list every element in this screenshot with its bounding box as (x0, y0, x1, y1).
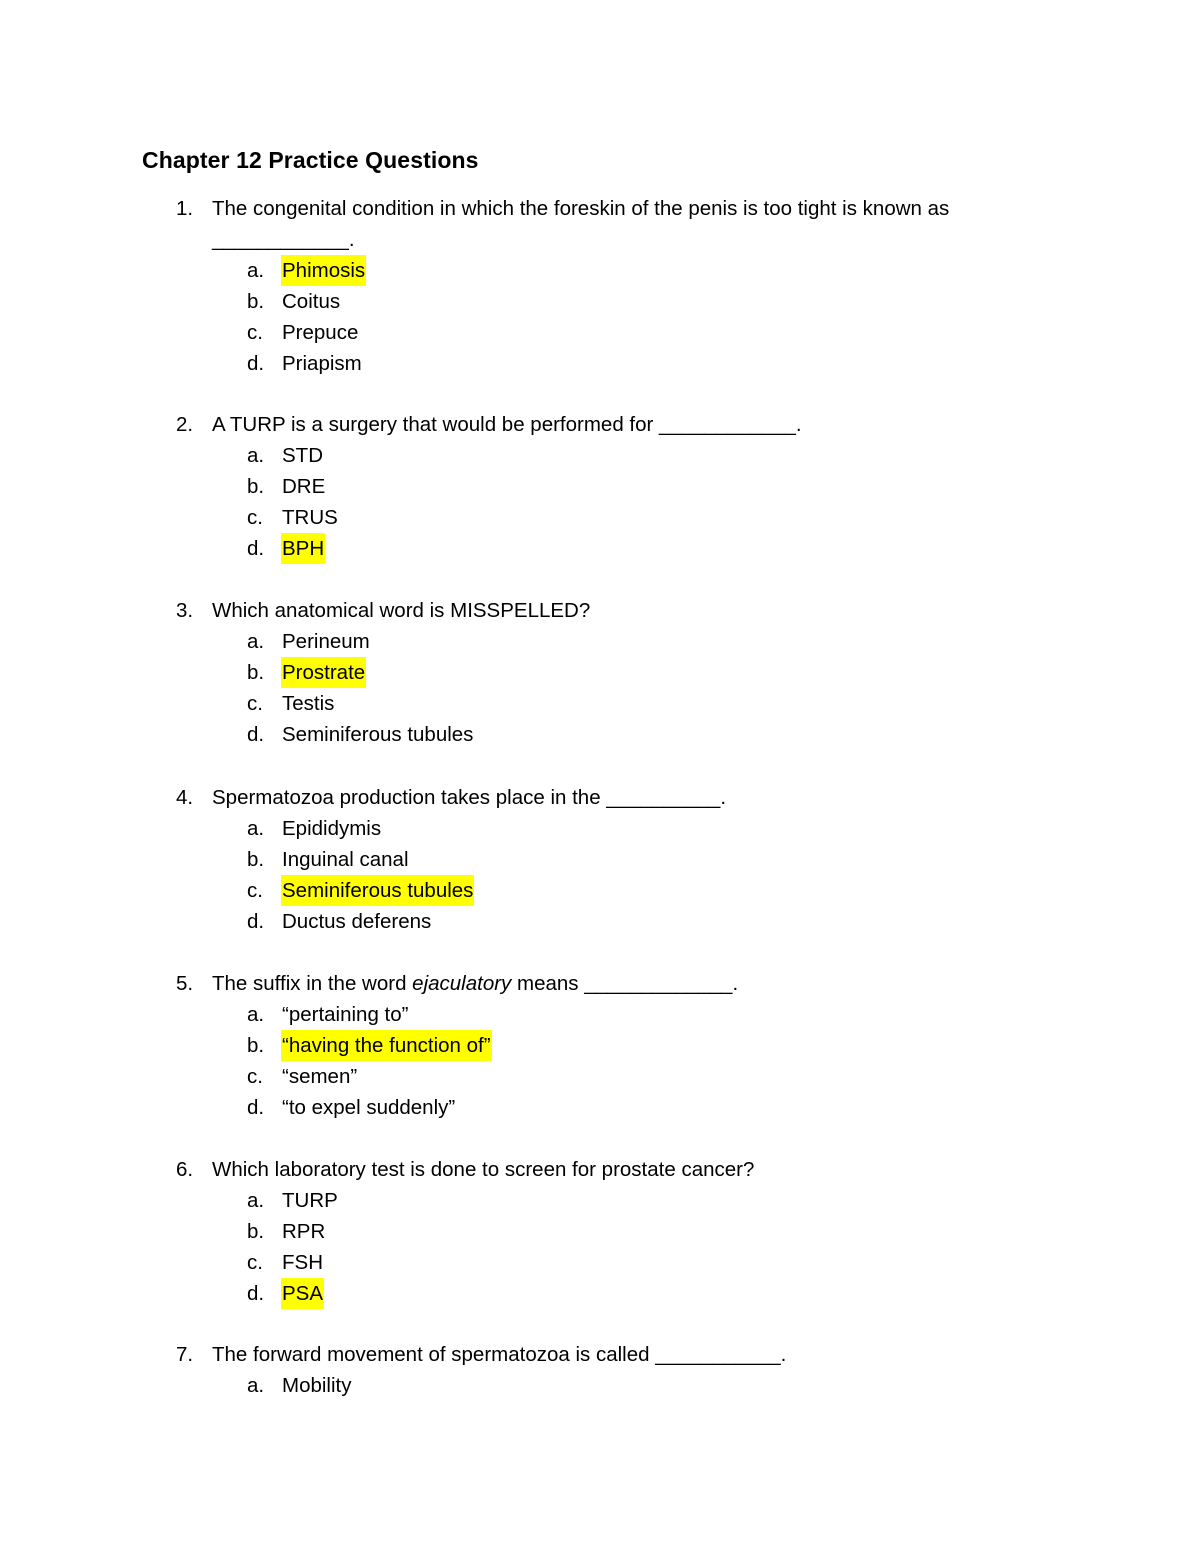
answer-option (0, 875, 1200, 906)
option-letter: d. (247, 910, 265, 933)
answer-option (0, 255, 1200, 286)
answer-option (0, 906, 1200, 937)
option-letter: d. (247, 723, 265, 746)
option-text: Prepuce (282, 321, 359, 344)
answer-option (0, 286, 1200, 317)
question-line (0, 409, 1200, 440)
question-text-part: The forward movement of spermatozoa is called (212, 1343, 656, 1366)
question-number: 3. (176, 599, 194, 622)
question-2 (0, 409, 1200, 564)
option-text-highlighted: Phimosis (281, 255, 366, 286)
question-text: Which anatomical word is MISSPELLED? (212, 599, 591, 622)
answer-option (0, 626, 1200, 657)
option-letter: d. (247, 537, 265, 560)
question-text (212, 782, 726, 813)
option-letter: b. (247, 475, 265, 498)
question-7 (0, 1339, 1200, 1401)
option-text: RPR (282, 1220, 326, 1243)
question-line-continued (0, 224, 1200, 255)
answer-option (0, 1030, 1200, 1061)
question-text-end: . (780, 1343, 787, 1366)
answer-option (0, 1092, 1200, 1123)
option-text-highlighted: Prostrate (281, 657, 366, 688)
option-letter: a. (247, 1003, 265, 1026)
question-text-end: . (732, 972, 739, 995)
answer-option (0, 533, 1200, 564)
answer-option (0, 471, 1200, 502)
option-text: Testis (282, 692, 335, 715)
option-text: “pertaining to” (282, 1003, 409, 1026)
option-letter: c. (247, 692, 263, 715)
question-line (0, 595, 1200, 626)
question-line (0, 1154, 1200, 1185)
option-text-highlighted: Seminiferous tubules (281, 875, 474, 906)
option-text: TRUS (282, 506, 338, 529)
answer-option (0, 688, 1200, 719)
question-text-end: . (795, 413, 802, 436)
answer-option (0, 1370, 1200, 1401)
option-letter: c. (247, 321, 263, 344)
question-text-part: The suffix in the word (212, 972, 413, 995)
option-text-highlighted: BPH (281, 533, 325, 564)
option-letter: a. (247, 1189, 265, 1212)
question-text (212, 968, 738, 999)
option-letter: c. (247, 879, 263, 902)
answer-blank: ____________ (659, 413, 796, 436)
answer-blank: __________ (606, 786, 721, 809)
question-number: 2. (176, 413, 194, 436)
question-number: 4. (176, 786, 194, 809)
question-text: Which laboratory test is done to screen for prostate cancer? (212, 1158, 755, 1181)
answer-blank: _____________ (584, 972, 733, 995)
option-text: “semen” (282, 1065, 358, 1088)
option-letter: c. (247, 506, 263, 529)
option-letter: a. (247, 444, 265, 467)
question-text-end: . (720, 786, 727, 809)
answer-option (0, 1278, 1200, 1309)
option-text: Inguinal canal (282, 848, 409, 871)
option-text: Ductus deferens (282, 910, 432, 933)
question-5 (0, 968, 1200, 1123)
question-number: 1. (176, 197, 194, 220)
question-number: 7. (176, 1343, 194, 1366)
option-letter: b. (247, 290, 265, 313)
question-text (212, 1339, 786, 1370)
question-line (0, 968, 1200, 999)
option-text: STD (282, 444, 323, 467)
question-1 (0, 193, 1200, 379)
question-text (212, 409, 802, 440)
answer-option (0, 317, 1200, 348)
question-6 (0, 1154, 1200, 1309)
document-title: Chapter 12 Practice Questions (142, 147, 479, 173)
answer-option (0, 1216, 1200, 1247)
answer-option (0, 440, 1200, 471)
question-line (0, 193, 1200, 224)
option-letter: a. (247, 1374, 265, 1397)
option-letter: d. (247, 1096, 265, 1119)
option-letter: c. (247, 1251, 263, 1274)
option-letter: c. (247, 1065, 263, 1088)
answer-option (0, 1185, 1200, 1216)
option-letter: a. (247, 259, 265, 282)
option-text: Mobility (282, 1374, 352, 1397)
question-text-italic: ejaculatory (412, 972, 512, 995)
option-text: “to expel suddenly” (282, 1096, 456, 1119)
answer-option (0, 657, 1200, 688)
question-number: 5. (176, 972, 194, 995)
option-text: Coitus (282, 290, 341, 313)
answer-option (0, 844, 1200, 875)
answer-option (0, 1247, 1200, 1278)
answer-option (0, 813, 1200, 844)
answer-option (0, 719, 1200, 750)
answer-option (0, 999, 1200, 1030)
option-letter: b. (247, 661, 265, 684)
option-letter: b. (247, 848, 265, 871)
question-4 (0, 782, 1200, 937)
option-text-highlighted: “having the function of” (281, 1030, 492, 1061)
question-line (0, 1339, 1200, 1370)
option-letter: d. (247, 1282, 265, 1305)
option-letter: a. (247, 630, 265, 653)
question-3 (0, 595, 1200, 750)
option-text: TURP (282, 1189, 338, 1212)
question-text-part: A TURP is a surgery that would be performed for (212, 413, 660, 436)
option-letter: a. (247, 817, 265, 840)
question-line (0, 782, 1200, 813)
option-text: Seminiferous tubules (282, 723, 474, 746)
option-letter: b. (247, 1220, 265, 1243)
answer-option (0, 502, 1200, 533)
question-text: The congenital condition in which the foreskin of the penis is too tight is known as (212, 197, 950, 220)
answer-option (0, 1061, 1200, 1092)
option-text: DRE (282, 475, 326, 498)
option-text-highlighted: PSA (281, 1278, 324, 1309)
question-text-part: means (511, 972, 585, 995)
answer-option (0, 348, 1200, 379)
answer-blank: ____________. (212, 228, 355, 251)
option-letter: d. (247, 352, 265, 375)
question-text-part: Spermatozoa production takes place in the (212, 786, 607, 809)
option-text: Epididymis (282, 817, 382, 840)
answer-blank: ___________ (655, 1343, 781, 1366)
question-number: 6. (176, 1158, 194, 1181)
option-letter: b. (247, 1034, 265, 1057)
option-text: FSH (282, 1251, 323, 1274)
option-text: Priapism (282, 352, 362, 375)
option-text: Perineum (282, 630, 370, 653)
